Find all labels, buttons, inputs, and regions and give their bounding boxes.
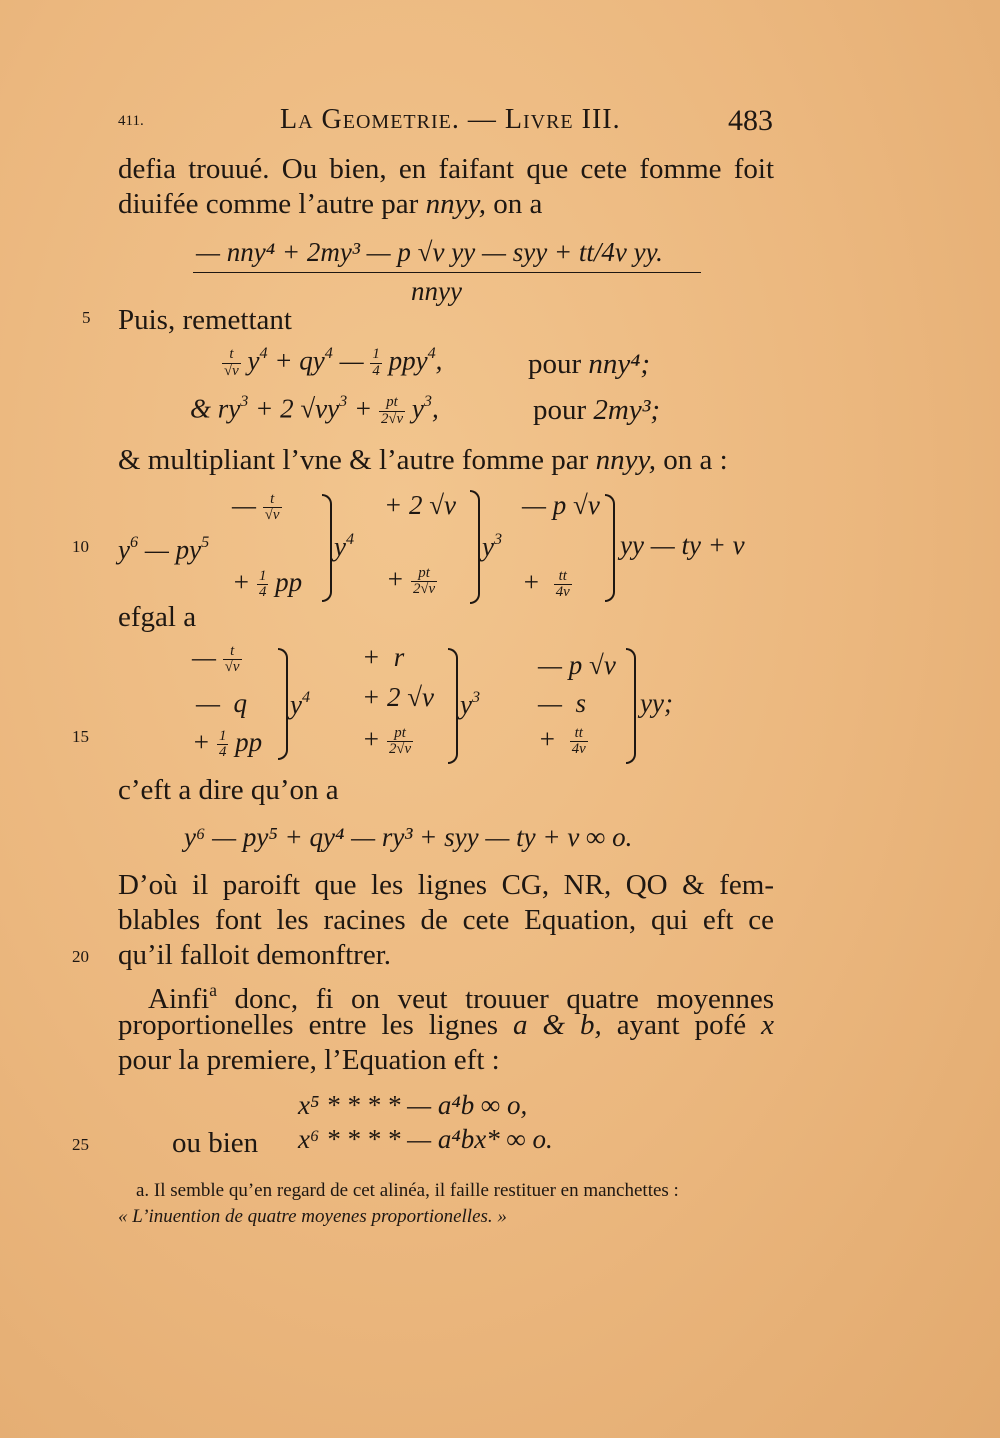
coef-d3: + $\frac{1}{4}$ pp bbox=[192, 727, 263, 761]
text-multiplying: & multipliant l’vne & l’autre fomme par nnyy, on a : bbox=[118, 444, 728, 476]
coef-e1: + r bbox=[362, 642, 405, 672]
brace-3 bbox=[605, 494, 615, 602]
replacement-1-pour: pour nny⁴; bbox=[528, 348, 651, 380]
text-line-2: diuifée comme l’autre par nnyy, on a bbox=[118, 188, 543, 220]
text-ainsi-3: pour la premiere, l’Equation eft : bbox=[118, 1044, 500, 1076]
coef-d1: — $\frac{t}{√v}$ bbox=[192, 642, 240, 676]
text-ou-bien: ou bien bbox=[172, 1127, 259, 1159]
line-number-15: 15 bbox=[72, 727, 89, 746]
coef-b1: + 2 √v bbox=[384, 490, 457, 520]
brace-4 bbox=[278, 648, 288, 760]
y4-term-2: $y^4$ bbox=[290, 688, 311, 720]
text-ainsi-1: Ainfi$^a$ donc, fi on veut trouuer quatre moyennes bbox=[148, 980, 774, 1016]
text-dou-2: blables font les racines de cete Equation, qui eft ce bbox=[118, 904, 774, 936]
footnote-line-2: « L’inuention de quatre moyenes proportionelles. » bbox=[118, 1206, 507, 1227]
fraction-numerator: — nny⁴ + 2my³ — p √v yy — syy + tt/4v yy. bbox=[196, 237, 663, 267]
coef-c1: — p √v bbox=[522, 490, 600, 520]
brace-5 bbox=[448, 648, 458, 764]
text-line-1: defia trouué. Ou bien, en faifant que cete fomme foit bbox=[118, 153, 774, 185]
y4-term: $y^4$ bbox=[334, 530, 355, 562]
coef-e3: + $\frac{pt}{2√v}$ bbox=[362, 724, 412, 758]
replacement-2-pour: pour 2my³; bbox=[533, 394, 661, 426]
yy-term: yy; bbox=[640, 688, 673, 718]
coef-a2: + $\frac{1}{4}$ pp bbox=[232, 567, 303, 601]
text-puis: Puis, remettant bbox=[118, 304, 292, 336]
coef-b2: + $\frac{pt}{2√v}$ bbox=[386, 564, 436, 598]
brace-1 bbox=[322, 494, 332, 602]
replacement-2: & $ry^3 + 2$ $√vy^3$ + $\frac{pt}{2√v}$ $y^3$, bbox=[190, 392, 439, 427]
brace-6 bbox=[626, 648, 636, 764]
text-esgal: efgal a bbox=[118, 601, 197, 633]
text-cest: c’eft a dire qu’on a bbox=[118, 774, 339, 806]
line-number-5: 5 bbox=[82, 308, 91, 327]
coef-f1: — p √v bbox=[538, 650, 616, 680]
coef-a1: — $\frac{t}{√v}$ bbox=[232, 490, 280, 524]
line-number-20: 20 bbox=[72, 947, 89, 966]
final-equation: y⁶ — py⁵ + qy⁴ — ry³ + syy — ty + v ∞ o. bbox=[184, 822, 633, 852]
y3-term: $y^3$ bbox=[482, 530, 503, 562]
brace-2 bbox=[470, 490, 480, 604]
trailing-terms: yy — ty + v bbox=[620, 530, 745, 560]
equation-a: x⁵ * * * * — a⁴b ∞ o, bbox=[298, 1090, 528, 1120]
coef-f3: + $\frac{tt}{4v}$ bbox=[538, 724, 586, 758]
fraction-bar bbox=[193, 272, 701, 273]
lead-terms: $y^6$ — $py^5$ bbox=[118, 533, 210, 565]
line-number-10: 10 bbox=[72, 537, 89, 556]
coef-f2: — s bbox=[538, 688, 587, 718]
footnote-marker: a bbox=[209, 980, 217, 1000]
text-dou-3: qu’il falloit demonftrer. bbox=[118, 939, 392, 971]
fraction-denominator: nnyy bbox=[411, 276, 462, 306]
coef-e2: + 2 √v bbox=[362, 682, 435, 712]
running-head-number: 411. bbox=[118, 113, 144, 129]
line-number-25: 25 bbox=[72, 1135, 89, 1154]
text-ainsi-2: proportionelles entre les lignes a & b, ayant pofé x bbox=[118, 1009, 774, 1041]
footnote-line-1: a. Il semble qu’en regard de cet alinéa, il faille restituer en manchettes : bbox=[136, 1180, 679, 1201]
text-dou-1: D’où il paroift que les lignes CG, NR, QO & fem- bbox=[118, 869, 774, 901]
y3-term-2: $y^3$ bbox=[460, 688, 481, 720]
equation-b: x⁶ * * * * — a⁴bx* ∞ o. bbox=[298, 1124, 553, 1154]
coef-d2: — q bbox=[196, 688, 248, 718]
page-number: 483 bbox=[728, 104, 773, 137]
coef-c2: + $\frac{tt}{4v}$ bbox=[522, 567, 570, 601]
replacement-1: $\frac{t}{√v}$ $y^4 + qy^4$ — $\frac{1}{4}$ ppy$^4$, bbox=[224, 344, 443, 379]
running-head-title: La Geometrie. — Livre III. bbox=[280, 104, 621, 135]
